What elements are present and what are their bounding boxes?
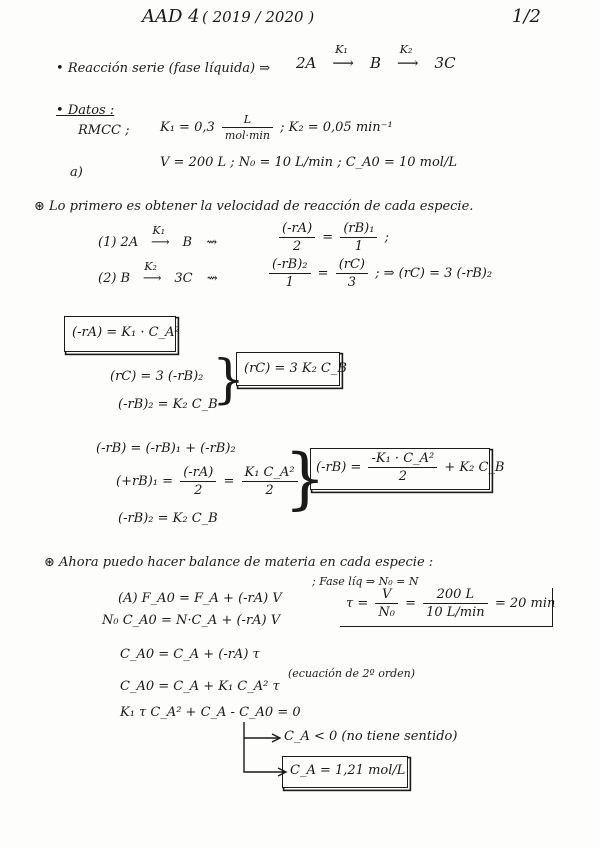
rate-c-line1: (rC) = 3 (-rB)₂: [110, 369, 204, 384]
k1-value: K₁ = 0,3 $\frac{L}{\text{mol·min}}$ ; K₂ = 0,05 min⁻¹: [160, 113, 393, 142]
k1-label: K₁: [335, 43, 348, 56]
reaction-2: (2) B K₂ ⟶ 3C ⇝: [98, 260, 218, 286]
reaction-1: (1) 2A K₁ ⟶ B ⇝: [98, 224, 218, 250]
part-a-label: a): [70, 165, 83, 180]
reaction-2-rate: $\frac{\text{(-rB)₂}}{1}$ = $\frac{(rC)}{3}$ ; ⇒ (rC) = 3 (-rB)₂: [266, 258, 492, 289]
rmcc-label: RMCC ;: [78, 123, 130, 138]
balance-3: C_A0 = C_A + (-rA) τ: [120, 647, 260, 662]
step1-heading: ⊛ Lo primero es obtener la velocidad de reacción de cada especie.: [34, 199, 474, 214]
conditions: V = 200 L ; N₀ = 10 L/min ; C_A0 = 10 mol/L: [160, 155, 457, 170]
balance-4: C_A0 = C_A + K₁ C_A² τ: [120, 679, 280, 694]
brace-rb: }: [284, 440, 326, 517]
reaction-1-rate: $\frac{(-rA)}{2}$ = $\frac{\text{(rB)₁}}{1}$ ;: [276, 222, 389, 253]
quadratic: K₁ τ C_A² + C_A - C_A0 = 0: [120, 705, 301, 720]
page-number: 1/2: [512, 6, 541, 27]
rate-c: (rC) = 3 K₂ C_B: [244, 361, 347, 376]
rate-c-line2: (-rB)₂ = K₂ C_B: [118, 397, 218, 412]
balance-2: N₀ C_A0 = N·C_A + (-rA) V: [102, 613, 281, 628]
reaction-label: • Reacción serie (fase líquida) ⇒: [56, 61, 271, 76]
root-negative: C_A < 0 (no tiene sentido): [284, 729, 458, 744]
step2-heading: ⊛ Ahora puedo hacer balance de materia en cada especie :: [44, 555, 434, 570]
data-label: • Datos :: [56, 103, 115, 118]
rate-a: (-rA) = K₁ · C_A²: [72, 325, 180, 340]
brace-rc: }: [212, 350, 246, 410]
header-title: AAD 4: [142, 6, 200, 27]
rate-b-line1: (-rB) = (-rB)₁ + (-rB)₂: [96, 441, 236, 456]
header-year: ( 2019 / 2020 ): [202, 8, 315, 26]
rate-b-line3: (-rB)₂ = K₂ C_B: [118, 511, 218, 526]
rate-b: (-rB) = $\frac{\text{-K₁ · C\_A²}}{2}$ + K₂ C_B: [316, 451, 505, 484]
k2-label: K₂: [399, 43, 413, 56]
tau: τ = $\frac{V}{\text{N₀}}$ = $\frac{200 L}{10 L/\min}$ = 20 min: [346, 587, 556, 620]
liquid-phase-note: ; Fase líq ⇒ N₀ = N: [312, 575, 419, 588]
reaction-scheme: 2A K₁ ⟶ B K₂ ⟶ 3C: [296, 43, 456, 72]
result-ca: C_A = 1,21 mol/L: [290, 763, 406, 778]
second-order-note: (ecuación de 2º orden): [288, 667, 416, 680]
balance-1: (A) F_A0 = F_A + (-rA) V: [118, 591, 282, 606]
rate-b-line2: (+rB)₁ = $\frac{(-rA)}{2}$ = $\frac{\text{K₁ C\_A²}}{2}$: [116, 466, 301, 497]
